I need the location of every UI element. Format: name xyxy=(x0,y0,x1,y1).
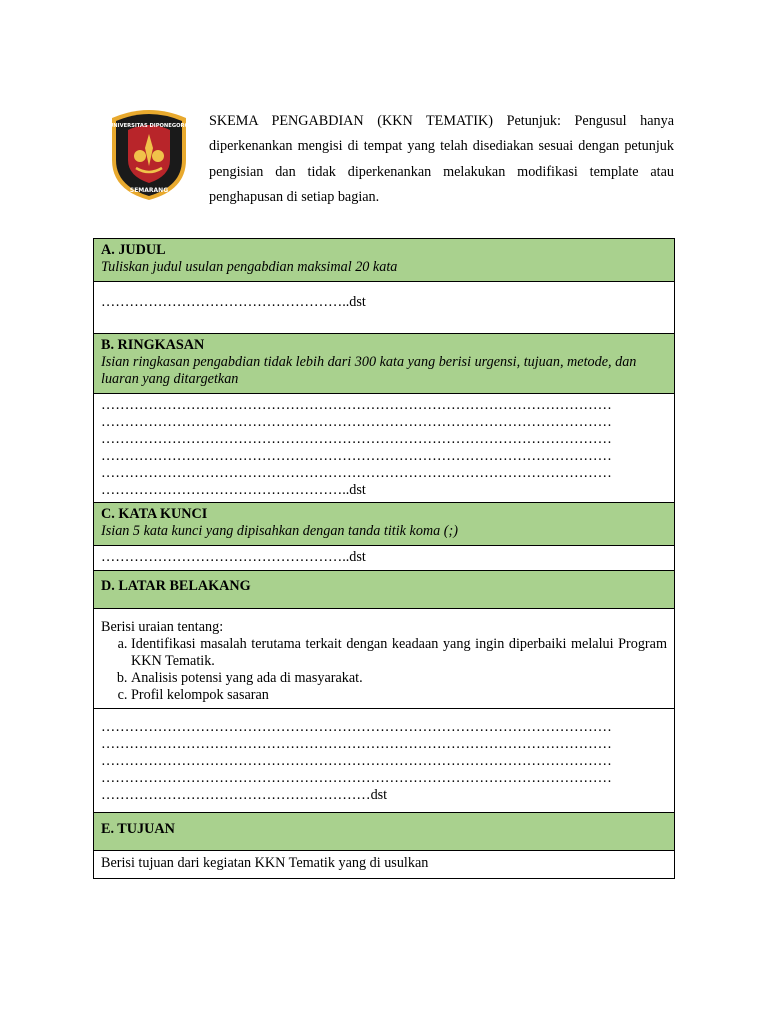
fill-line: ……………………………………………………………………………………………… xyxy=(101,414,612,430)
fill-line: ……………………………………………..dst xyxy=(101,549,366,565)
fill-line: ……………………………………………………………………………………………… xyxy=(101,719,612,735)
section-subtitle: Tuliskan judul usulan pengabdian maksimal 20 kata xyxy=(101,259,398,275)
section-judul-header xyxy=(94,239,675,282)
fill-line: ……………………………………………………………………………………………… xyxy=(101,770,612,786)
fill-line: ……………………………………………..dst xyxy=(101,482,366,498)
fill-line: …………………………………………………dst xyxy=(101,787,388,803)
fill-line: ……………………………………………………………………………………………… xyxy=(101,397,612,413)
fill-line: ……………………………………………………………………………………………… xyxy=(101,736,612,752)
section-text: Berisi tujuan dari kegiatan KKN Tematik yang di usulkan xyxy=(101,855,429,871)
section-ringkasan-header xyxy=(94,334,675,394)
section-latar-belakang-body xyxy=(94,709,675,813)
fill-line: ……………………………………………………………………………………………… xyxy=(101,465,612,481)
section-subtitle: Isian 5 kata kunci yang dipisahkan dengan tanda titik koma (;) xyxy=(101,523,458,539)
section-latar-belakang-guide xyxy=(94,609,675,709)
section-title: E. TUJUAN xyxy=(101,821,175,837)
guide-item: b. Analisis potensi yang ada di masyarakat. xyxy=(131,670,667,687)
section-judul-body xyxy=(94,282,675,334)
section-tujuan-header xyxy=(94,813,675,851)
section-title: A. JUDUL xyxy=(101,242,166,258)
section-title: D. LATAR BELAKANG xyxy=(101,578,251,594)
logo-text-top: UNIVERSITAS DIPONEGORO xyxy=(109,123,189,129)
fill-line: ……………………………………………………………………………………………… xyxy=(101,431,612,447)
guide-list xyxy=(101,636,667,704)
fill-line: ……………………………………………………………………………………………… xyxy=(101,448,612,464)
section-tujuan-body xyxy=(94,851,675,879)
guide-intro: Berisi uraian tentang: xyxy=(101,619,224,635)
section-subtitle: Isian ringkasan pengabdian tidak lebih dari 300 kata yang berisi urgensi, tujuan, metode, dan luaran yang ditargetkan xyxy=(101,354,637,387)
section-kata-kunci-header xyxy=(94,503,675,546)
section-title: C. KATA KUNCI xyxy=(101,506,208,522)
guide-item: a. Identifikasi masalah terutama terkait dengan keadaan yang ingin diperbaiki melalui Program KKN Tematik. xyxy=(131,636,667,670)
fill-line: ……………………………………………………………………………………………… xyxy=(101,753,612,769)
logo-text-bottom: SEMARANG xyxy=(129,187,169,194)
university-logo xyxy=(106,108,192,202)
fill-line: ……………………………………………..dst xyxy=(101,294,366,310)
intro-instructions: SKEMA PENGABDIAN (KKN TEMATIK) Petunjuk: Pengusul hanya diperkenankan mengisi di tempat yang telah disediakan sesuai dengan petunjuk pengisian dan tidak diperkenankan melakukan modifikasi template atau penghapusan di setiap bagian. xyxy=(209,113,674,205)
section-latar-belakang-header xyxy=(94,571,675,609)
proposal-form xyxy=(93,238,675,879)
section-title: B. RINGKASAN xyxy=(101,337,205,353)
guide-item: c. Profil kelompok sasaran xyxy=(131,687,667,704)
section-kata-kunci-body xyxy=(94,546,675,571)
section-ringkasan-body xyxy=(94,394,675,503)
